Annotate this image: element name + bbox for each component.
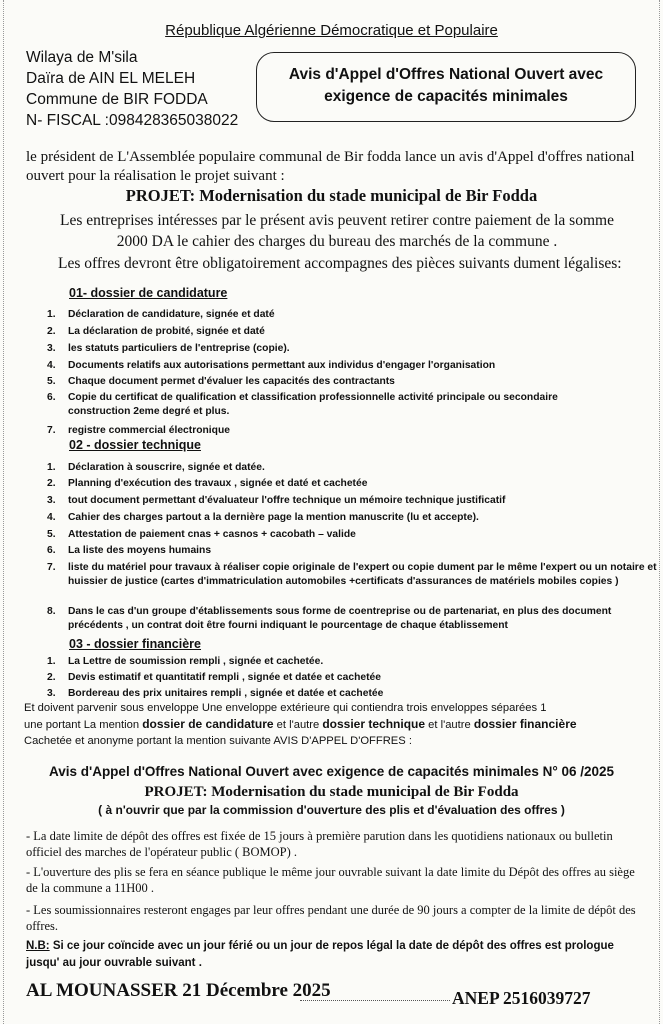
left-edge-line [3,0,4,1024]
tender-title-box [256,52,636,122]
withdrawal-line1: Les entreprises intéresses par le présent avis peuvent retirer contre paiement de la somme [60,212,614,229]
anep-reference: ANEP 2516039727 [452,988,591,1008]
administration-block [26,47,238,131]
fiscal-line: N- FISCAL :098428365038022 [26,112,239,129]
wilaya-line: Wilaya de M'sila [26,49,138,66]
envelope-line1: Et doivent parvenir sous enveloppe Une enveloppe extérieure qui contiendra trois enveloppes séparées 1 [24,702,547,714]
validity-paragraph: - Les soumissionnaires resteront engages par leur offres pendant une durée de 90 jours a compter de la limite de dépôt des offres. [26,903,636,933]
deadline-paragraph: - La date limite de dépôt des offres est fixée de 15 jours à première parution dans les quotidiens nationaux ou bulletin officiel des marches de l'opérateur public ( BOMOP) . [26,829,613,859]
section-candidature-title: 01- dossier de candidature [69,286,228,300]
commune-line: Commune de BIR FODDA [26,91,208,108]
withdrawal-line2: 2000 DA le cahier des charges du bureau des marchés de la commune . [116,233,558,250]
tender-title-line1: Avis d'Appel d'Offres National Ouvert avec [288,66,604,83]
withdrawal-paragraph [22,210,652,252]
envelope-instructions [24,700,644,749]
project-title: PROJET: Modernisation du stade municipal de Bir Fodda [125,186,538,205]
envelope-line2: une portant La mention dossier de candidature et l'autre dossier technique et l'autre dossier financière [24,717,577,731]
nb-paragraph: N.B: Si ce jour coïncide avec un jour férié ou un jour de repos légal la date de dépôt des offres est prologue jusqu' au jour ouvrable suivant . [26,940,614,969]
newspaper-date: AL MOUNASSER 21 Décembre 2025 [26,980,331,1001]
daira-line: Daïra de AIN EL MELEH [26,70,196,87]
dotted-separator [300,1000,450,1001]
tender-title-line2: exigence de capacités minimales [324,88,568,105]
opening-paragraph: - L'ouverture des plis se fera en séance publique le même jour ouvrable suivant la date limite du Dépôt des offres au siège de la commune a 11H00 . [26,865,635,895]
section-financiere-title: 03 - dossier financière [69,637,202,651]
offers-intro: Les offres devront être obligatoirement accompagnes des pièces suivants dument légalises: [58,255,622,272]
intro-paragraph: le président de L'Assemblée populaire communal de Bir fodda lance un avis d'Appel d'offres national ouvert pour la réalisation le projet suivant : [26,149,635,184]
republic-header: République Algérienne Démocratique et Populaire [165,22,498,39]
section-technique-title: 02 - dossier technique [69,438,201,452]
opening-note: ( à n'ouvrir que par la commission d'ouverture des plis et d'évaluation des offres ) [98,803,565,817]
tender-reference-title: Avis d'Appel d'Offres National Ouvert avec exigence de capacités minimales N° 06 /2025 [48,764,615,779]
project-title-repeat: PROJET: Modernisation du stade municipal de Bir Fodda [144,784,519,800]
envelope-line3: Cachetée et anonyme portant la mention suivante AVIS D'APPEL D'OFFRES : [24,735,412,747]
